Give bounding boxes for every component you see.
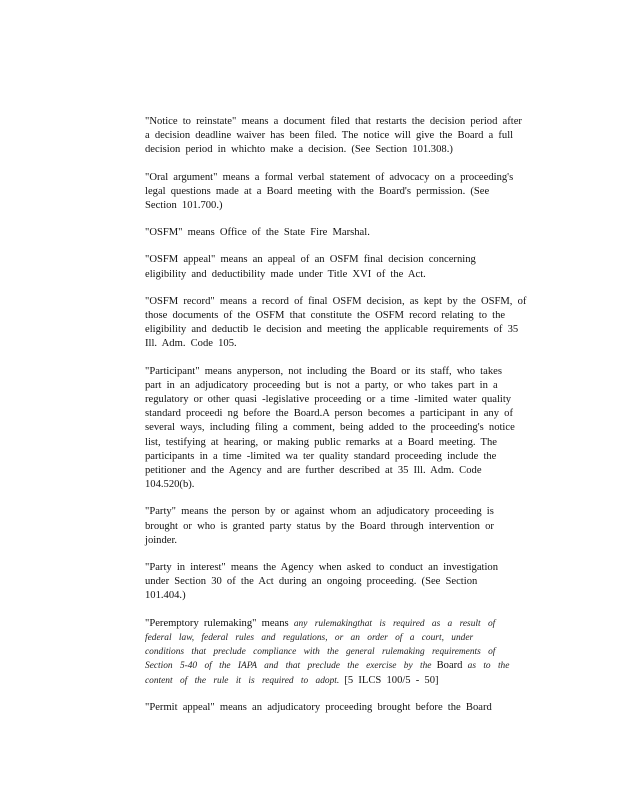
definitions-body [145,115,535,728]
definition-oral-argument [145,171,535,214]
text-line: "Participant" means anyperson, not including the Board or its staff, who takes [145,365,502,377]
text-line: eligibility and deductibility made under Title XVI of the Act. [145,268,426,280]
definition-osfm-appeal [145,253,535,281]
board-word: Board [436,660,463,672]
text-line: participants in a time -limited wa ter quality standard proceeding include the [145,450,497,462]
definition-participant [145,365,535,493]
text-line: petitioner and the Agency and are further described at 35 Ill. Adm. Code [145,465,482,477]
definition-osfm-record [145,295,535,352]
text-line: "OSFM record" means a record of final OSFM decision, as kept by the OSFM, of [145,295,527,307]
italic-text: Section 5-40 of the IAPA and that preclude the exercise by the [145,661,432,672]
text-line: list, testifying at hearing, or making public remarks at a Board meeting. The [145,436,497,448]
text-line: a decision deadline waiver has been filed. The notice will give the Board a full [145,130,514,142]
definition-term: "Peremptory rulemaking" means [145,617,289,629]
text-line: part in an adjudicatory proceeding but is not a party, or who takes part in a [145,379,498,391]
text-line: decision period in whichto make a decision. (See Section 101.308.) [145,144,453,156]
text-line: Ill. Adm. Code 105. [145,338,237,350]
definition-peremptory-rulemaking [145,617,535,688]
text-line: "Permit appeal" means an adjudicatory proceeding brought before the Board [145,701,492,713]
italic-line: federal law, federal rules and regulations, or an order of a court, under [145,632,474,643]
text-line: those documents of the OSFM that constitute the OSFM record relating to the [145,310,506,322]
text-line: "Party" means the person by or against whom an adjudicatory proceeding is [145,506,494,518]
text-line: standard proceedi ng before the Board.A person becomes a participant in any of [145,408,513,420]
text-line: regulatory or other quasi -legislative proceeding or a time -limited water quality [145,394,512,406]
text-line: 101.404.) [145,590,186,602]
text-line: "OSFM" means Office of the State Fire Marshal. [145,227,370,239]
text-line [145,617,535,631]
text-line [145,659,535,673]
statute-citation: [5 ILCS 100/5 - 50] [344,674,439,686]
text-line: eligibility and deductib le decision and meeting the applicable requirements of 35 [145,324,519,336]
definition-party [145,505,535,548]
italic-text: any rulemakingthat is required as a result of [293,618,496,629]
definition-party-in-interest [145,561,535,604]
text-line: "Notice to reinstate" means a document filed that restarts the decision period after [145,116,522,127]
text-line: under Section 30 of the Act during an ongoing proceeding. (See Section [145,576,478,588]
text-line: Section 101.700.) [145,200,223,212]
text-line [145,674,535,688]
text-line: "OSFM appeal" means an appeal of an OSFM final decision concerning [145,254,476,266]
italic-text: content of the rule it is required to adopt. [145,675,340,686]
text-line: several ways, including filing a comment, being added to the proceeding's notice [145,422,515,434]
text-line: brought or who is granted party status by the Board through intervention or [145,520,494,532]
definition-notice-to-reinstate [145,115,535,158]
text-line: legal questions made at a Board meeting with the Board's permission. (See [145,185,490,197]
definition-osfm [145,226,535,240]
text-line: "Party in interest" means the Agency when asked to conduct an investigation [145,562,498,574]
italic-text: as to the [467,661,510,672]
definition-permit-appeal [145,701,535,715]
text-line: 104.520(b). [145,479,195,491]
text-line: "Oral argument" means a formal verbal statement of advocacy on a proceeding's [145,171,514,183]
text-line: joinder. [145,534,178,546]
italic-line: conditions that preclude compliance with the general rulemaking requirements of [145,647,496,658]
